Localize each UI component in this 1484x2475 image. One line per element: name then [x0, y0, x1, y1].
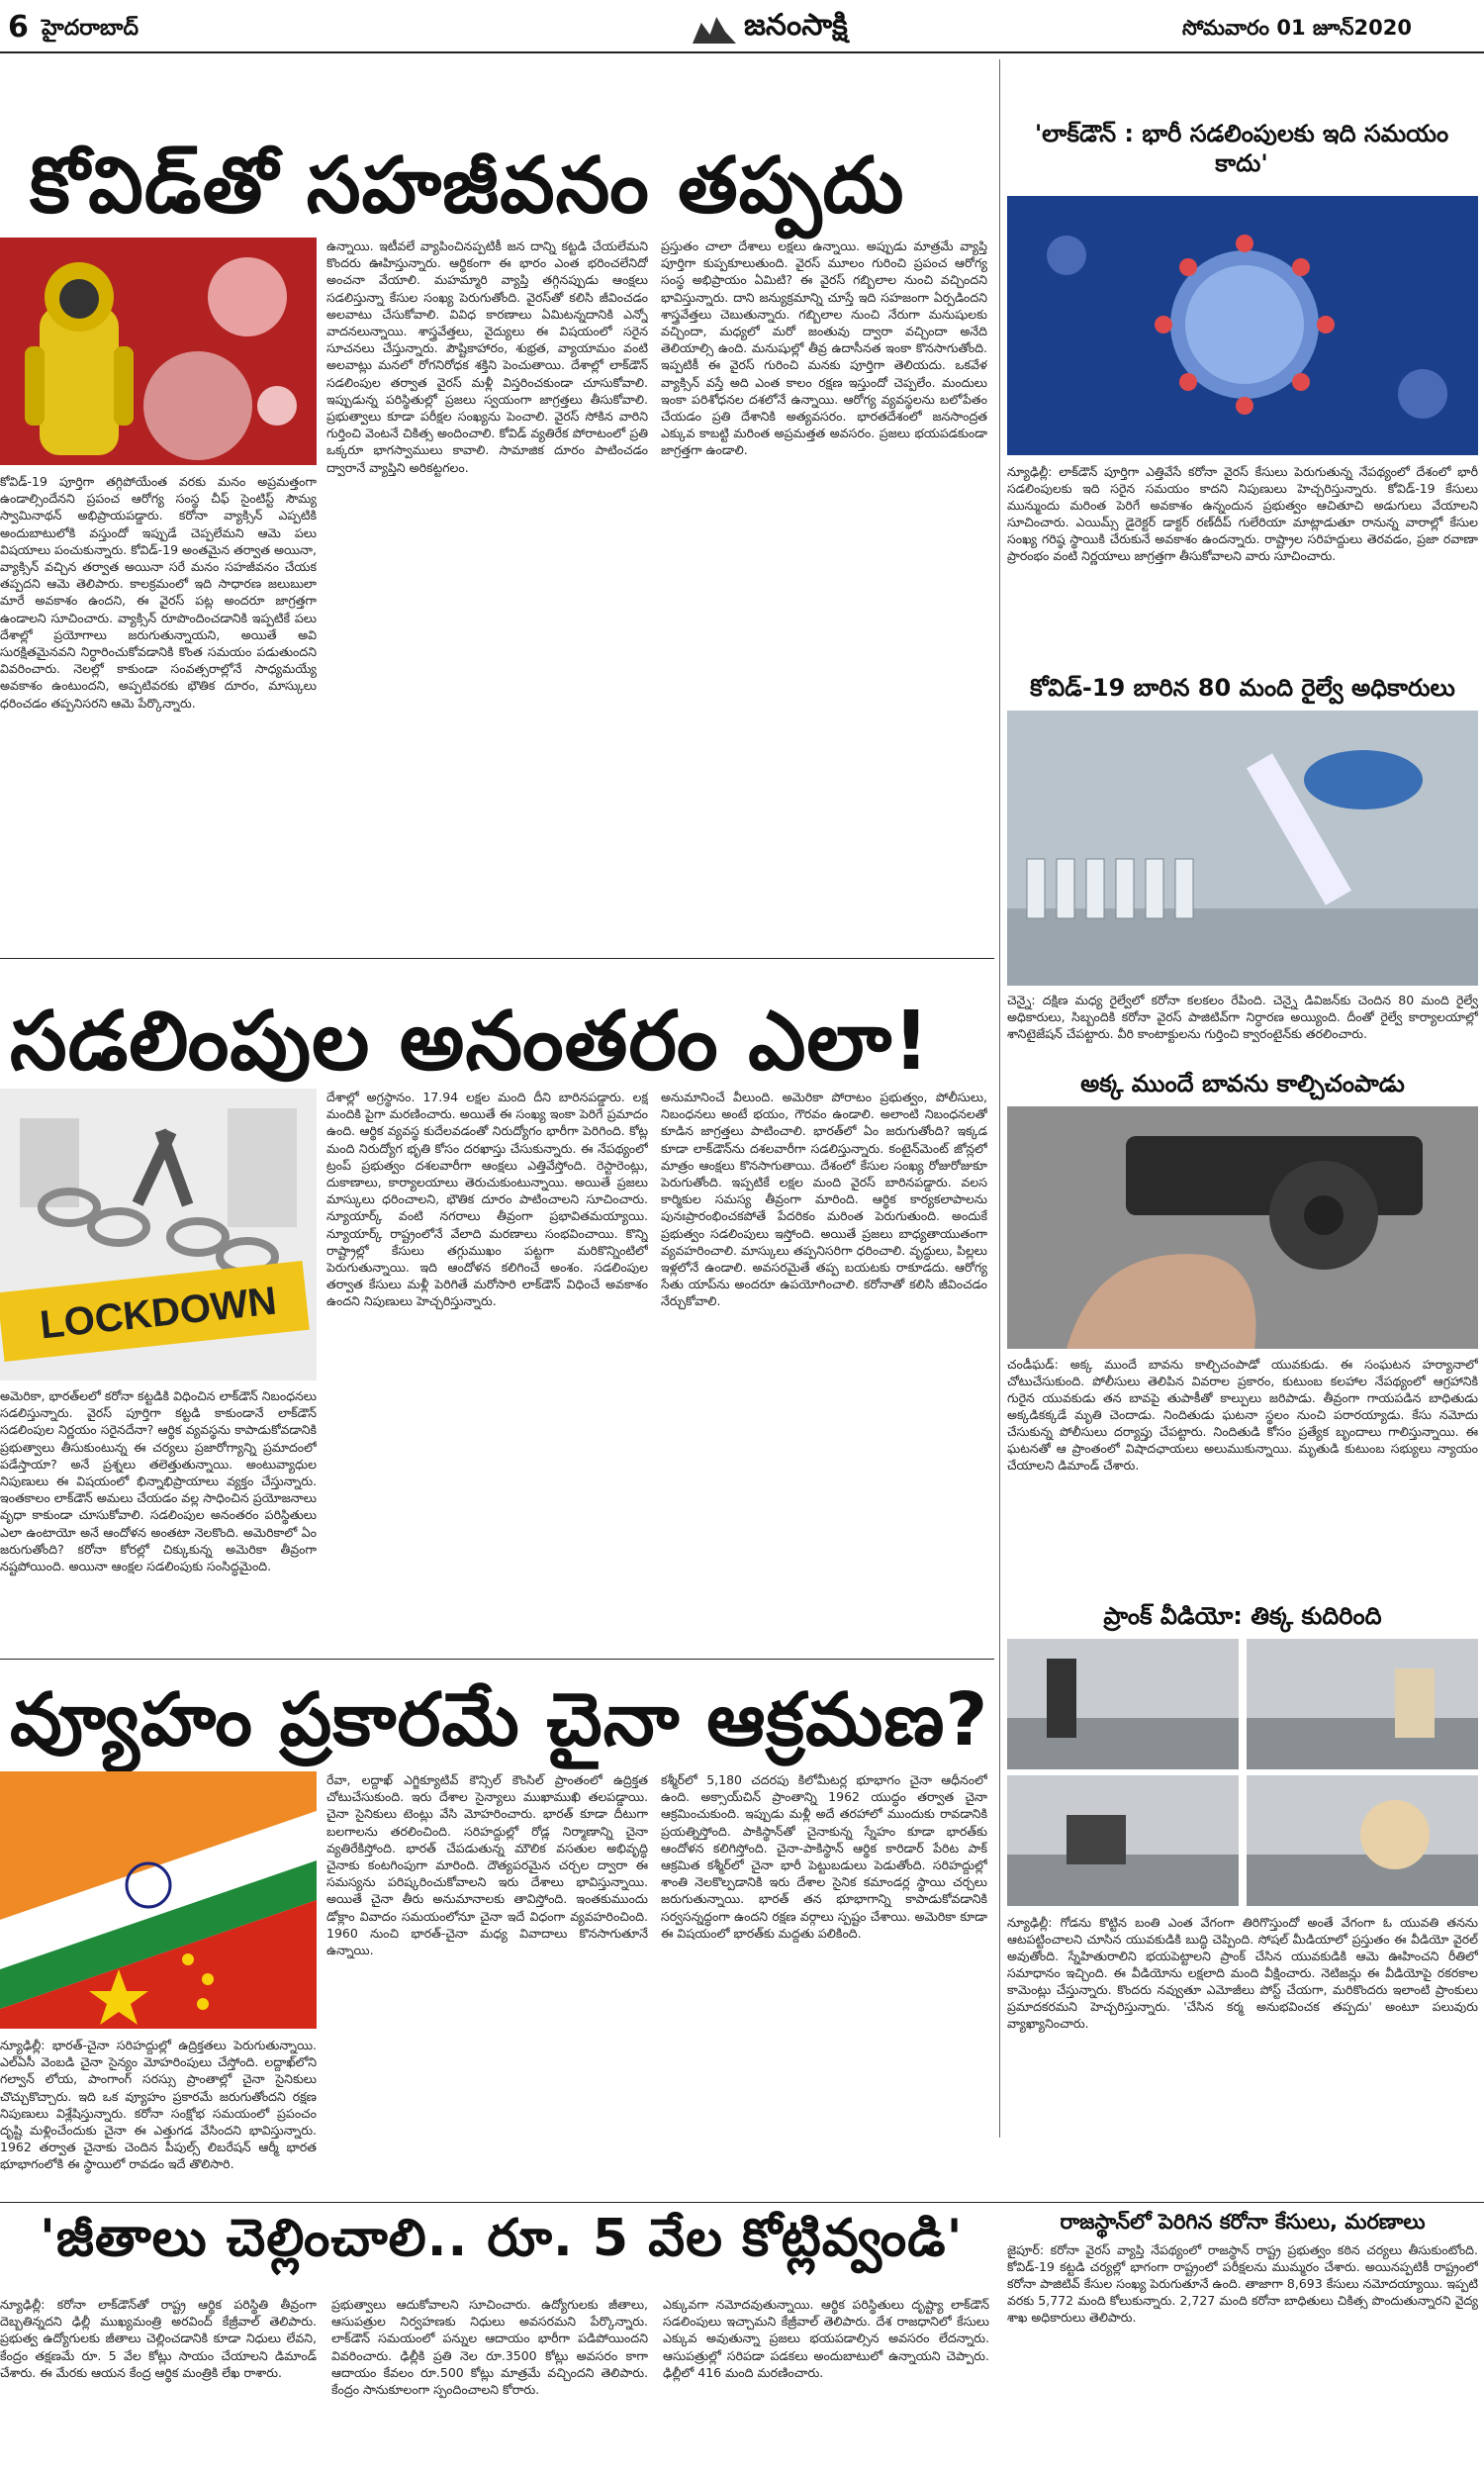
- edition-date: సోమవారం 01 జూన్2020: [1182, 16, 1412, 40]
- prank-video-frame-2: [1247, 1639, 1478, 1769]
- sidebar-divider: [999, 59, 1000, 2138]
- story4-column-3: ఎక్కువగా నమోదవుతున్నాయి. ఆర్థిక పరిస్థితులు దృష్ట్యా లాక్‌డౌన్‌ సడలింపులు ఇచ్చామని కేజ్రీవాల్‌ తెలిపారు. దేశ రాజధానిలో కేసులు ఎక్కువ అవుతున్నా ప్రజలు భయపడాల్సిన అవసరం లేదన్నారు. ఆసుపత్రుల్లో సరిపడా పడకలు అందుబాటులో ఉన్నాయని చెప్పారు. ఢిల్లీలో 416 మంది మరణించారు.: [663, 2297, 989, 2380]
- side4-body: న్యూఢిల్లీ: గోడను కొట్టిన బంతి ఎంత వేగంగా తిరిగొస్తుందో అంతే వేగంగా ఓ యువతి తనను ఆటపట్టించాలని చూసిన యువకుడికి బుద్ధి చెప్పింది. సోషల్‌ మీడియాలో ప్రస్తుతం ఈ వీడియో వైరల్‌ అవుతోంది. స్నేహితురాలిని భయపెట్టాలని ప్రాంక్‌ చేసిన యువకుడికి ఆమె ఊహించని రీతిలో సమాధానం ఇచ్చింది. ఈ వీడియోను లక్షలాది మంది వీక్షించారు. నెటిజన్లు ఈ వీడియోపై రకరకాల కామెంట్లు చేస్తున్నారు. కొందరు నవ్వుతూ ఎమోజీలు పోస్ట్‌ చేయగా, మరికొందరు ఇలాంటి ప్రాంకులు ప్రమాదకరమని హెచ్చరిస్తున్నారు. 'చేసిన కర్మ అనుభవించక తప్పదు' అంటూ పలువురు వ్యాఖ్యానించారు.: [1007, 1915, 1478, 2031]
- side2-headline: కోవిడ్‌-19 బారిన 80 మంది రైల్వే అధికారులు: [1030, 674, 1455, 702]
- video-frame-icon: [1247, 1775, 1478, 1906]
- side1-image: [1007, 196, 1478, 455]
- side3-body: చండీఘడ్‌: అక్క ముందే బావను కాల్చిచంపాడో యువకుడు. ఈ సంఘటన హర్యానాలో చోటుచేసుకుంది. పోలీసులు తెలిపిన వివరాల ప్రకారం, కుటుంబ కలహాల నేపథ్యంలో ఆగ్రహానికి గురైన యువకుడు తన బావపై తుపాకీతో కాల్పులు జరిపాడు. తీవ్రంగా గాయపడిన బాధితుడు అక్కడికక్కడే మృతి చెందాడు. నిందితుడు ఘటనా స్థలం నుంచి పరారయ్యాడు. కేసు నమోదు చేసుకున్న పోలీసులు దర్యాప్తు చేపట్టారు. నిందితుడి కోసం ప్రత్యేక బృందాలు గాలిస్తున్నాయి. ఈ ఘటనతో ఆ ప్రాంతంలో విషాదఛాయలు అలుముకున్నాయి. మృతుడి కుటుంబ సభ్యులు న్యాయం చేయాలని డిమాండ్‌ చేశారు.: [1007, 1357, 1478, 1473]
- story3-headline: వ్యూహం ప్రకారమే చైనా ఆక్రమణ?: [10, 1677, 989, 1762]
- story2-column-2: దేశాల్లో అగ్రస్థానం. 17.94 లక్షల మంది దీని బారినపడ్డారు. లక్ష మందికి పైగా మరణించారు. అయితే ఈ సంఖ్య ఇంకా పెరిగే ప్రమాదం ఉంది. ఆర్థిక వ్యవస్థ కుదేలవడంతో నిరుద్యోగం భారీగా పెరిగింది. కోట్ల మంది నిరుద్యోగ భృతి కోసం దరఖాస్తు చేసుకున్నారు. ఈ నేపథ్యంలో ట్రంప్‌ ప్రభుత్వం దశలవారీగా ఆంక్షలు ఎత్తివేస్తోంది. రెస్టారెంట్లు, దుకాణాలు, కార్యాలయాలు తెరుచుకుంటున్నాయి. అయితే ప్రజలు మాస్కులు ధరించాలని, భౌతిక దూరం పాటించాలని సూచించారు. న్యూయార్క్‌ వంటి నగరాలు తీవ్రంగా ప్రభావితమయ్యాయి. న్యూయార్క్‌ రాష్ట్రంలోనే వేలాది మరణాలు సంభవించాయి. కొన్ని రాష్ట్రాల్లో కేసులు తగ్గుముఖం పట్టగా మరికొన్నింటిలో పెరుగుతున్నాయి. ఇది ఆందోళన కలిగించే అంశం. సడలింపుల తర్వాత కేసులు మళ్లీ పెరిగితే మరోసారి లాక్‌డౌన్‌ విధించే అవకాశం ఉందని నిపుణులు హెచ్చరిస్తున్నారు.: [326, 1090, 648, 1309]
- story4-column-2: ప్రభుత్వాలు ఆదుకోవాలని సూచించారు. ఉద్యోగులకు జీతాలు, ఆసుపత్రుల నిర్వహణకు నిధులు అవసరమని పేర్కొన్నారు. లాక్‌డౌన్‌ సమయంలో పన్నుల ఆదాయం భారీగా పడిపోయిందని వివరించారు. ఢిల్లీకి ప్రతి నెల రూ.3500 కోట్లు అవసరం కాగా ఆదాయం కేవలం రూ.500 కోట్లు మాత్రమే వచ్చిందని తెలిపారు. కేంద్రం సానుకూలంగా స్పందించాలని కోరారు.: [331, 2297, 648, 2398]
- lockdown-sign-text: LOCKDOWN: [38, 1279, 279, 1348]
- story1-headline: కోవిడ్‌తో సహజీవనం తప్పదు: [30, 142, 905, 231]
- story1-column-1: కోవిడ్‌-19 పూర్తిగా తగ్గిపోయేంత వరకు మనం అప్రమత్తంగా ఉండాల్సిందేనని ప్రపంచ ఆరోగ్య సంస్థ చీఫ్‌ సైంటిస్ట్‌ సౌమ్య స్వామినాథన్‌ అభిప్రాయపడ్డారు. కరోనా వ్యాక్సిన్‌ ఎప్పటికి అందుబాటులోకి వస్తుందో ఇప్పుడే చెప్పలేమని ఆమె పలు విషయాలు పంచుకున్నారు. కోవిడ్‌-19 అంతమైన తర్వాత అయినా, వ్యాక్సిన్‌ వచ్చిన తర్వాత అయినా సరే మనం సహజీవనం చేయక తప్పదని ఆమె తెలిపారు. కాలక్రమంలో ఇది సాధారణ జలుబులా మారే అవకాశం ఉందని, ఈ వైరస్‌ పట్ల అందరూ జాగ్రత్తగా ఉండాలని సూచించారు. వ్యాక్సిన్‌ రూపొందించడానికి ఇప్పటికే పలు దేశాల్లో ప్రయోగాలు జరుగుతున్నాయని, అయితే అవి సురక్షితమైనవని నిర్ధారించుకోవడానికి కొంత సమయం పడుతుందని వివరించారు. నెలల్లో కాకుండా సంవత్సరాల్లోనే సాధ్యమయ్యే అవకాశం ఉంటుందని, అప్పటివరకు భౌతిక దూరం, మాస్కులు ధరించడం తప్పనిసరని ఆమె పేర్కొన్నారు.: [0, 474, 317, 711]
- side3-image: [1007, 1106, 1478, 1349]
- page-number: 6: [8, 10, 29, 45]
- story2-image: [0, 1089, 317, 1380]
- side4-headline: ప్రాంక్‌ వీడియో: తిక్క కుదిరింది: [1103, 1602, 1382, 1630]
- story3-column-3: కశ్మీర్‌లో 5,180 చదరపు కిలోమీటర్ల భూభాగం చైనా ఆధీనంలో ఉంది. అక్సాయ్‌చిన్‌ ప్రాంతాన్ని 1962 యుద్ధం తర్వాత చైనా ఆక్రమించుకుంది. ఇప్పుడు మళ్లీ అదే తరహాలో ముందుకు రావడానికి ప్రయత్నిస్తోంది. పాకిస్థాన్‌తో చైనాకున్న స్నేహం కూడా భారత్‌కు ఆందోళన కలిగిస్తోంది. చైనా-పాకిస్థాన్‌ ఆర్థిక కారిడార్‌ పేరిట పాక్‌ ఆక్రమిత కశ్మీర్‌లో చైనా భారీ పెట్టుబడులు పెడుతోంది. సరిహద్దుల్లో శాంతి నెలకొల్పడానికి ఇరు దేశాల సైనిక కమాండర్ల స్థాయి చర్చలు జరుగుతున్నాయి. భారత్‌ తన భూభాగాన్ని కాపాడుకోవడానికి సర్వసన్నద్ధంగా ఉందని రక్షణ వర్గాలు స్పష్టం చేశాయి. అమెరికా కూడా ఈ విషయంలో భారత్‌కు మద్దతు పలికింది.: [661, 1772, 987, 1941]
- side4-image-grid: [1007, 1639, 1478, 1906]
- revolver-icon: [1007, 1106, 1478, 1349]
- coronavirus-icon: [1007, 196, 1478, 455]
- story4-column-1: న్యూఢిల్లీ: కరోనా లాక్‌డౌన్‌తో రాష్ట్ర ఆర్థిక పరిస్థితి తీవ్రంగా దెబ్బతిన్నదని ఢిల్లీ ముఖ్యమంత్రి అరవింద్‌ కేజ్రీవాల్‌ తెలిపారు. ప్రభుత్వ ఉద్యోగులకు జీతాలు చెల్లించడానికి కూడా నిధులు లేవని, కేంద్రం తక్షణమే రూ. 5 వేల కోట్లు సాయం చేయాలని డిమాండ్‌ చేశారు. ఈ మేరకు ఆయన కేంద్ర ఆర్థిక మంత్రికి లేఖ రాశారు.: [0, 2297, 317, 2380]
- story2-column-3: అనుమానించే వీలుంది. అమెరికా పోరాటం ప్రభుత్వం, పోలీసులు, నిబంధనలు అంటే భయం, గౌరవం ఉండాలి. అలాంటి నిబంధనలతో కూడిన జాగ్రత్తలు పాటించాలి. భారత్‌లో ఏం జరుగుతోంది? ఇక్కడ కూడా లాక్‌డౌన్‌ను దశలవారీగా సడలిస్తున్నారు. కంటైన్‌మెంట్‌ జోన్లలో మాత్రం ఆంక్షలు కొనసాగుతాయి. దేశంలో కేసుల సంఖ్య రోజురోజుకూ పెరుగుతోంది. ఇప్పటికే లక్షల మంది వైరస్‌ బారినపడ్డారు. వలస కార్మికుల సమస్య తీవ్రంగా మారింది. ఆర్థిక కార్యకలాపాలను పునఃప్రారంభించకపోతే పేదరికం మరింత పెరుగుతుంది. అందుకే ప్రభుత్వం సడలింపులు ఇస్తోంది. అయితే ప్రజలు బాధ్యతాయుతంగా వ్యవహరించాలి. మాస్కులు తప్పనిసరిగా ధరించాలి. వృద్ధులు, పిల్లలు ఇళ్లలోనే ఉండాలి. అవసరమైతే తప్ప బయటకు రాకూడదు. ఆరోగ్య సేతు యాప్‌ను అందరూ ఉపయోగించాలి. కరోనాతో కలిసి జీవించడం నేర్చుకోవాలి.: [661, 1090, 987, 1309]
- video-frame-icon: [1247, 1639, 1478, 1769]
- hazmat-virus-icon: [0, 238, 317, 465]
- masthead-rule: [0, 51, 1484, 53]
- edition-city: హైదరాబాద్: [42, 16, 139, 41]
- story1-rule: [0, 958, 994, 959]
- story2-rule: [0, 1659, 994, 1660]
- story4-headline: 'జీతాలు చెల్లించాలి.. రూ. 5 వేల కోట్లివ్వండి': [40, 2209, 964, 2268]
- side2-image: [1007, 711, 1478, 986]
- logo-text: జనంసాక్షి: [744, 8, 848, 43]
- story2-headline: సడలింపుల అనంతరం ఎలా!: [10, 995, 931, 1089]
- side1-headline: 'లాక్‌డౌన్‌ : భారీ సడలింపులకు ఇది సమయం కాదు': [1034, 120, 1449, 177]
- newspaper-logo: [693, 8, 848, 49]
- video-frame-icon: [1007, 1639, 1239, 1769]
- story3-image: [0, 1771, 317, 2029]
- story2-column-1: అమెరికా, భారత్‌లలో కరోనా కట్టడికి విధించిన లాక్‌డౌన్‌ నిబంధనలు సడలిస్తున్నారు. వైరస్‌ పూర్తిగా కట్టడి కాకుండానే లాక్‌డౌన్‌ సడలింపుల నిర్ణయం సరైనదేనా? ఆర్థిక వ్యవస్థను కాపాడుకోవడానికి ప్రభుత్వాలు తీసుకుంటున్న ఈ చర్యలు ప్రజారోగ్యాన్ని ప్రమాదంలో పడేస్తాయా? అనే ప్రశ్నలు తలెత్తుతున్నాయి. అంటువ్యాధుల నిపుణులు ఈ విషయంలో భిన్నాభిప్రాయాలు వ్యక్తం చేస్తున్నారు. ఇంతకాలం లాక్‌డౌన్‌ అమలు చేయడం వల్ల సాధించిన ప్రయోజనాలు వృధా కాకుండా చూసుకోవాలి. సడలింపుల అనంతరం పరిస్థితులు ఎలా ఉంటాయో అనే ఆందోళన అంతటా నెలకొంది. అమెరికాలో ఏం జరుగుతోంది? కరోనా కోరల్లో చిక్కుకున్న అమెరికా తీవ్రంగా నష్టపోయింది. అయినా ఆంక్షల సడలింపుకు సంసిద్ధమైంది.: [0, 1388, 317, 1574]
- side2-body: చెన్నై: దక్షిణ మధ్య రైల్వేలో కరోనా కలకలం రేపింది. చెన్నై డివిజన్‌కు చెందిన 80 మంది రైల్వే అధికారులు, సిబ్బందికి కరోనా వైరస్‌ పాజిటివ్‌గా నిర్ధారణ అయ్యింది. దీంతో రైల్వే కార్యాలయాల్లో శానిటైజేషన్‌ చేపట్టారు. వీరి కాంటాక్టులను గుర్తించి క్వారంటైన్‌కు తరలించారు.: [1007, 993, 1478, 1041]
- prank-video-frame-4: [1247, 1775, 1478, 1906]
- story1-column-2: ఉన్నాయి. ఇటీవలే వ్యాపించినప్పటికీ జన దాన్ని కట్టడి చేయలేమని కొందరు ఊహిస్తున్నారు. ఆర్థికంగా ఈ భారం ఎంత భరించలేనిదో అంచనా వేయాలి. మహమ్మారి వ్యాప్తి తగ్గినప్పుడు ఆంక్షలు సడలిస్తున్నా కేసుల సంఖ్య పెరుగుతోంది. వైరస్‌తో కలిసి జీవించడం అలవాటు చేసుకోవాలి. వివిధ కారణాలు ఏమిటన్నదానికి ఎన్నో వాదనలున్నాయి. శాస్త్రవేత్తలు, వైద్యులు ఈ విషయంలో సరైన సూచనలు చేస్తున్నారు. పౌష్టికాహారం, శుభ్రత, వ్యాయామం వంటి అలవాట్లు మనలో రోగనిరోధక శక్తిని పెంచుతాయి. దేశాల్లో లాక్‌డౌన్‌ సడలింపుల తర్వాత వైరస్‌ మళ్లీ విస్తరించకుండా చూసుకోవాలి. ఇప్పుడున్న పరిస్థితుల్లో ప్రజలు స్వయంగా జాగ్రత్తలు తీసుకోవాలి. ప్రభుత్వాలు కూడా పరీక్షల సంఖ్యను పెంచాలి. వైరస్‌ సోకిన వారిని గుర్తించి వెంటనే చికిత్స అందించాలి. కోవిడ్‌ వ్యతిరేక పోరాటంలో ప్రతి ఒక్కరూ భాగస్వాములు కావాలి. సామాజిక దూరం పాటించడం ద్వారానే వ్యాప్తిని అరికట్టగలం.: [326, 238, 648, 475]
- india-china-flags-icon: [0, 1771, 317, 2029]
- lab-test-tube-icon: [1007, 711, 1478, 986]
- story3-column-1: న్యూఢిల్లీ: భారత్‌-చైనా సరిహద్దుల్లో ఉద్రిక్తతలు పెరుగుతున్నాయి. ఎల్‌ఏసీ వెంబడి చైనా సైన్యం మోహరింపులు చేస్తోంది. లద్దాఖ్‌లోని గల్వాన్‌ లోయ, పాంగాంగ్‌ సరస్సు ప్రాంతాల్లో చైనా సైనికులు చొచ్చుకొచ్చారు. ఇది ఒక వ్యూహం ప్రకారమే జరుగుతోందని రక్షణ నిపుణులు విశ్లేషిస్తున్నారు. కరోనా సంక్షోభ సమయంలో ప్రపంచం దృష్టి మళ్లించేందుకు చైనా ఈ ఎత్తుగడ వేసిందని భావిస్తున్నారు. 1962 తర్వాత చైనాకు చెందిన పీపుల్స్‌ లిబరేషన్‌ ఆర్మీ భారత భూభాగంలోకి ఈ స్థాయిలో రావడం ఇదే తొలిసారి.: [0, 2038, 317, 2172]
- side5-headline: రాజస్థాన్‌లో పెరిగిన కరోనా కేసులు, మరణాలు: [1060, 2210, 1426, 2234]
- story1-column-3: ప్రస్తుతం చాలా దేశాలు లక్షలు ఉన్నాయి. అప్పుడు మాత్రమే వ్యాప్తి పూర్తిగా కుప్పకూలుతుంది. వైరస్‌ మూలం గురించి ప్రపంచ ఆరోగ్య సంస్థ అభిప్రాయం ఏమిటి? ఈ వైరస్‌ గబ్బిలాల నుంచి వచ్చిందని భావిస్తున్నారు. దాని జన్యుక్రమాన్ని చూస్తే ఇది సహజంగా ఏర్పడిందని శాస్త్రవేత్తలు చెబుతున్నారు. గబ్బిలాల నుంచి నేరుగా మనుషులకు వచ్చిందా, మధ్యలో మరో జంతువు ద్వారా వచ్చిందా అనేది తెలియాల్సి ఉంది. మనుషుల్లో తీవ్ర ఉదాసీనత ఇంకా కొనసాగుతోంది. ఇప్పటికీ ఈ వైరస్‌ గురించి మనకు పూర్తిగా తెలియదు. ఒకవేళ వ్యాక్సిన్‌ వస్తే అది ఎంత కాలం రక్షణ ఇస్తుందో చెప్పలేం. మందులు ఇంకా పరిశోధనల దశలోనే ఉన్నాయి. ఆరోగ్య వ్యవస్థలను బలోపేతం చేయడం ప్రతి దేశానికి అత్యవసరం. భారతదేశంలో జనసాంద్రత ఎక్కువ కాబట్టి మరింత అప్రమత్తత అవసరం. ప్రజలు భయపడకుండా జాగ్రత్తగా ఉండాలి.: [661, 238, 987, 458]
- story1-image: [0, 238, 317, 465]
- story3-rule: [0, 2202, 1484, 2203]
- side1-body: న్యూఢిల్లీ: లాక్‌డౌన్‌ పూర్తిగా ఎత్తివేసే కరోనా వైరస్‌ కేసులు పెరుగుతున్న నేపథ్యంలో దేశంలో భారీ సడలింపులకు ఇది సరైన సమయం కాదని నిపుణులు హెచ్చరిస్తున్నారు. కోవిడ్‌-19 కేసులు మున్ముందు మరింత పెరిగే అవకాశం ఉన్నందున ప్రభుత్వం ఆచితూచి అడుగులు వేయాలని సూచించారు. ఎయిమ్స్‌ డైరెక్టర్‌ డాక్టర్‌ రణ్‌దీప్‌ గులేరియా మాట్లాడుతూ రానున్న వారాల్లో కేసుల సంఖ్య గరిష్ఠ స్థాయికి చేరుకునే అవకాశం ఉందన్నారు. రాష్ట్రాల సరిహద్దులు తెరవడం, ప్రజా రవాణా ప్రారంభం వంటి నిర్ణయాలు జాగ్రత్తగా తీసుకోవాలని వారు సూచించారు.: [1007, 464, 1478, 563]
- side3-headline: అక్క ముందే బావను కాల్చిచంపాడు: [1080, 1070, 1405, 1097]
- side5-body: జైపూర్‌: కరోనా వైరస్‌ వ్యాప్తి నేపథ్యంలో రాజస్థాన్‌ రాష్ట్ర ప్రభుత్వం కఠిన చర్యలు తీసుకుంటోంది. కోవిడ్‌-19 కట్టడి చర్యల్లో భాగంగా రాష్ట్రంలో పరీక్షలను ముమ్మరం చేశారు. అయినప్పటికీ రాష్ట్రంలో కరోనా పాజిటివ్‌ కేసుల సంఖ్య పెరుగుతూనే ఉంది. తాజాగా 8,693 కేసులు నమోదయ్యాయి. ఇప్పటి వరకు 5,772 మంది కోలుకున్నారు. 2,727 మంది కరోనా బాధితులు చికిత్స పొందుతున్నారని వైద్య శాఖ అధికారులు తెలిపారు.: [1007, 2242, 1478, 2325]
- logo-mark-icon: [693, 14, 736, 44]
- video-frame-icon: [1007, 1775, 1239, 1906]
- prank-video-frame-3: [1007, 1775, 1239, 1906]
- story3-column-2: రేవా, లద్దాఖ్‌ ఎగ్జిక్యూటివ్‌ కౌన్సిల్‌ కౌంసిల్‌ ప్రాంతంలో ఉద్రిక్తత చోటుచేసుకుంది. ఇరు దేశాల సైన్యాలు ముఖాముఖి తలపడ్డాయి. చైనా సైనికులు టెంట్లు వేసి మోహరించారు. భారత్‌ కూడా దీటుగా బలగాలను తరలించింది. సరిహద్దుల్లో రోడ్ల నిర్మాణాన్ని చైనా వ్యతిరేకిస్తోంది. భారత్‌ చేపడుతున్న మౌలిక వసతుల అభివృద్ధి చైనాకు కంటగింపుగా మారింది. దౌత్యపరమైన చర్చల ద్వారా ఈ సమస్యను పరిష్కరించుకోవాలని ఇరు దేశాలు భావిస్తున్నాయి. అయితే చైనా తీరు అనుమానాలకు తావిస్తోంది. ఇంతకుముందు డోక్లాం వివాదం సమయంలోనూ చైనా ఇదే విధంగా వ్యవహరించింది. 1960 నుంచి భారత్‌-చైనా మధ్య వివాదాలు కొనసాగుతూనే ఉన్నాయి.: [326, 1772, 648, 1958]
- prank-video-frame-1: [1007, 1639, 1239, 1769]
